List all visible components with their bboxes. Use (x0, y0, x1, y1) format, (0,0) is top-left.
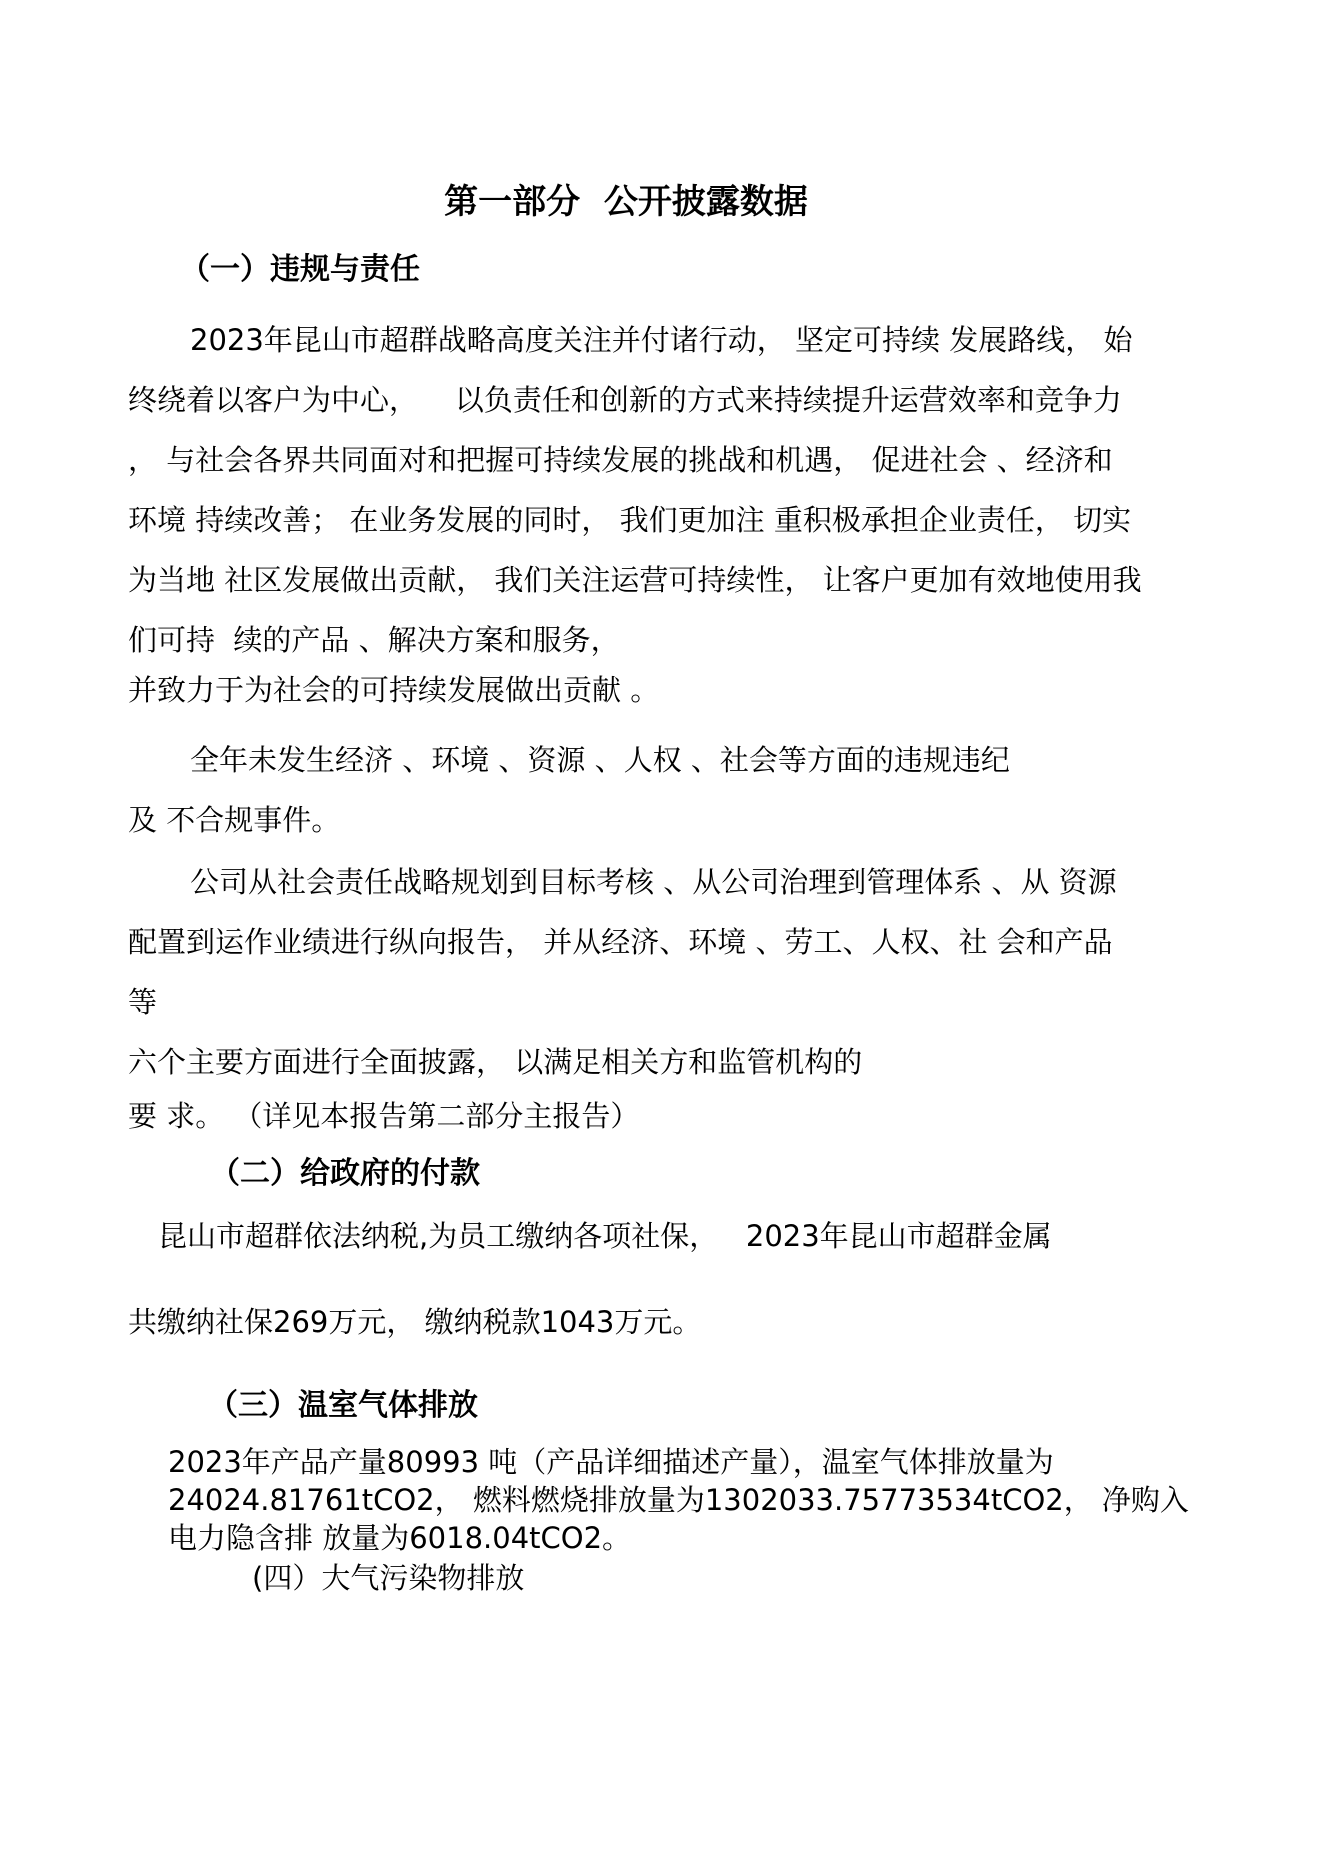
paragraph-line: 2023年昆山市超群战略高度关注并付诸行动， 坚定可持续 发展路线， 始 (190, 323, 1133, 357)
paragraph-line: 公司从社会责任战略规划到目标考核 、从公司治理到管理体系 、从 资源 (190, 865, 1117, 899)
section-heading-greenhouse-gas: （三）温室气体排放 (208, 1388, 478, 1423)
page-title: 第一部分 公开披露数据 (444, 182, 808, 222)
section-heading-violations: （一）违规与责任 (180, 252, 420, 287)
paragraph-line: 电力隐含排 放量为6018.04tCO2。 (168, 1521, 632, 1555)
paragraph-line: 六个主要方面进行全面披露， 以满足相关方和监管机构的 (128, 1045, 863, 1079)
paragraph-line: 要 求。 （详见本报告第二部分主报告） (128, 1099, 640, 1133)
paragraph-line: 并致力于为社会的可持续发展做出贡献 。 (128, 673, 660, 707)
paragraph-line: 昆山市超群依法纳税,为员工缴纳各项社保， 2023年昆山市超群金属 (158, 1219, 1052, 1253)
paragraph-line: 24024.81761tCO2， 燃料燃烧排放量为1302033.75773534tCO2， 净购入 (168, 1483, 1189, 1517)
paragraph-line: 及 不合规事件。 (128, 803, 341, 837)
paragraph-line: 们可持 续的产品 、解决方案和服务， (128, 623, 620, 657)
paragraph-line: 环境 持续改善； 在业务发展的同时， 我们更加注 重积极承担企业责任， 切实 (128, 503, 1132, 537)
paragraph-line: ， 与社会各界共同面对和把握可持续发展的挑战和机遇， 促进社会 、经济和 (128, 443, 1113, 477)
paragraph-line: 终绕着以客户为中心， 以负责任和创新的方式来持续提升运营效率和竞争力 (128, 383, 1122, 417)
section-heading-air-pollutants: (四）大气污染物排放 (252, 1561, 525, 1595)
section-heading-government-payments: （二）给政府的付款 (210, 1156, 480, 1191)
paragraph-line: 为当地 社区发展做出贡献， 我们关注运营可持续性， 让客户更加有效地使用我 (128, 563, 1142, 597)
paragraph-line: 全年未发生经济 、环境 、资源 、人权 、社会等方面的违规违纪 (190, 743, 1010, 777)
paragraph-line: 2023年产品产量80993 吨（产品详细描述产量），温室气体排放量为 (168, 1445, 1054, 1479)
paragraph-line: 配置到运作业绩进行纵向报告， 并从经济、环境 、劳工、人权、社 会和产品 (128, 925, 1113, 959)
paragraph-line: 共缴纳社保269万元， 缴纳税款1043万元。 (128, 1305, 702, 1339)
paragraph-line: 等 (128, 985, 158, 1019)
